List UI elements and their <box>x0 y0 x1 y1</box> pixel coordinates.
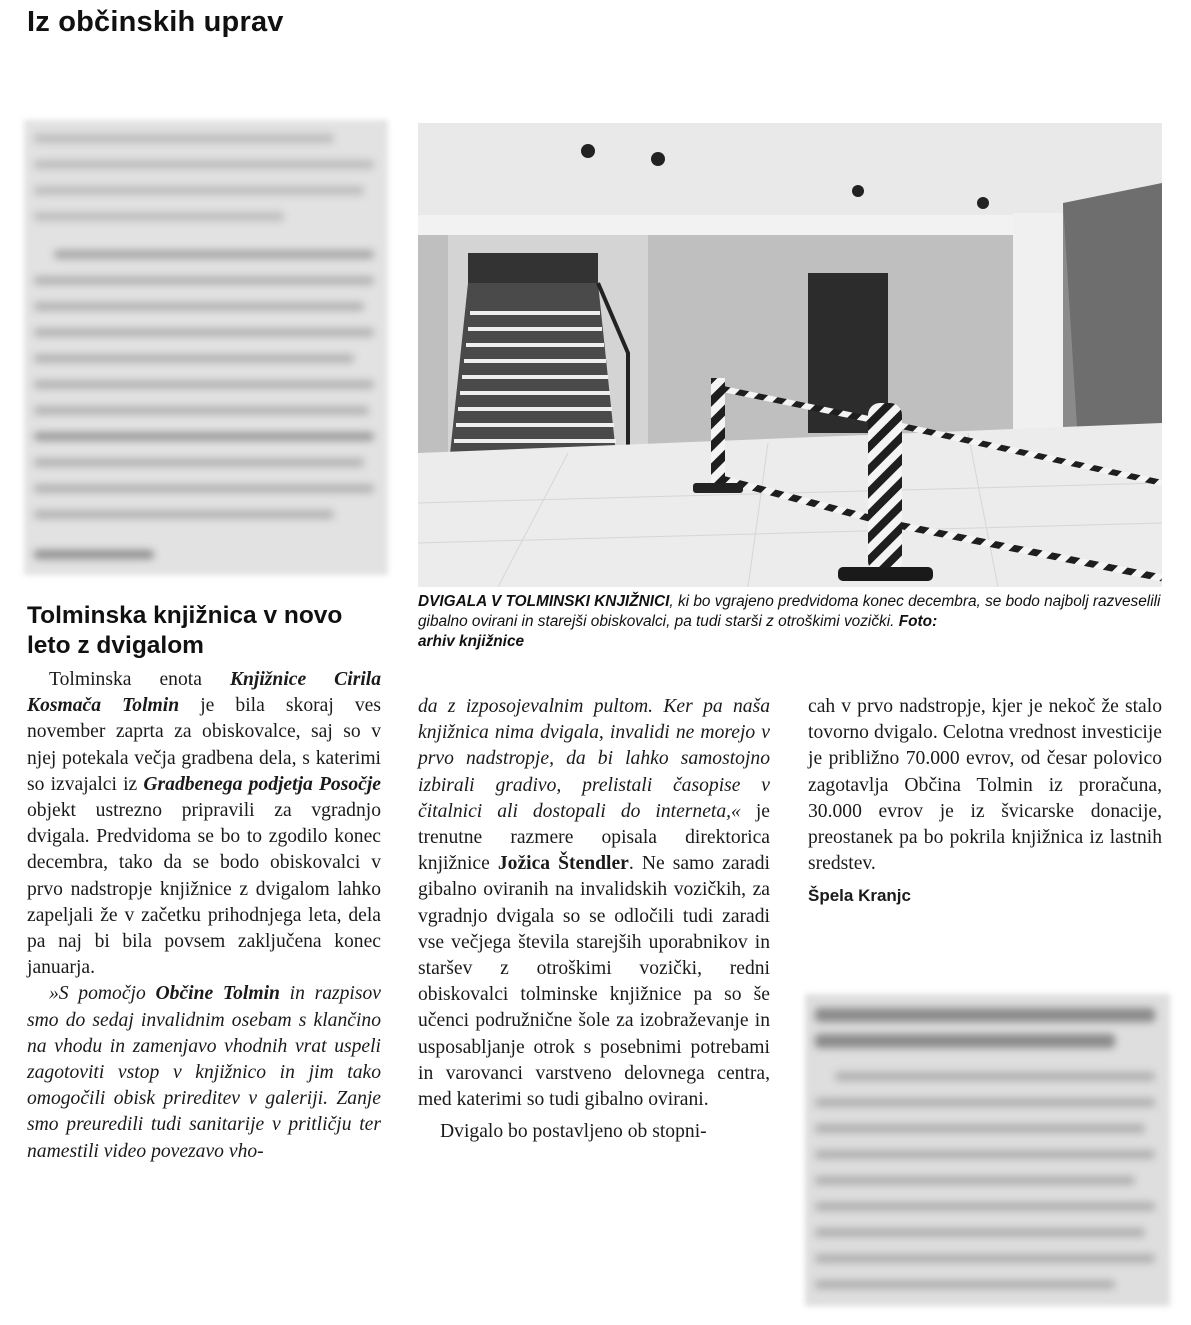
company-name: Gradbenega podjetja Posočje <box>143 773 381 795</box>
municipality-name: Občine Tolmin <box>155 983 280 1005</box>
text-run: . Ne samo zaradi gibalno oviranih na invalidskih vozičkih, za vgradnjo dvigala so se odločili tudi zaradi vse večjega števila starejših uporabnikov in staršev z otroškimi vozički, redni obiskovalci tolminske knjižnice pa so še učenci podružnične šole za izobraževanje in usposabljanje otrok s posebnimi potrebami in varovanci varstveno delovnega centra, med katerimi so tudi gibalno ovirani. <box>418 853 770 1111</box>
text-run: je trenutne razmere opisala direktorica knjižnice <box>418 800 770 875</box>
article-paragraph <box>808 694 1162 877</box>
article-headline: Tolminska knjižnica v novo leto z dvigalom <box>27 602 343 659</box>
caption-credit-label: Foto: <box>898 613 938 630</box>
section-title: Iz občinskih uprav <box>27 6 284 38</box>
text-run: »S pomočjo <box>49 983 156 1005</box>
photo-caption <box>418 592 1168 652</box>
director-name: Jožica Štendler <box>497 853 629 875</box>
article-paragraph <box>418 694 770 1113</box>
text-run: je bila skoraj ves november zaprta za obiskovalce, saj so v njej potekala večja gradbena dela, s katerimi so izvajalci iz <box>27 695 381 795</box>
caption-lead: DVIGALA V TOLMINSKI KNJIŽNICI <box>418 593 670 610</box>
text-run: Tolminska enota <box>49 669 230 690</box>
library-name: Knjižnice Cirila Kosmača Tolmin <box>27 669 382 717</box>
article-column-1 <box>27 667 381 1307</box>
article-column-3 <box>808 694 1162 974</box>
text-run: objekt ustrezno pripravili za vgradnjo dvigala. Predvidoma se bo to zgodilo konec decembra, tako da se bodo obiskovalci v prvo nadstropje knjižnice z dvigalom lahko zapeljali že v začetku prihodnjega leta, dela pa naj bi bila povsem zaključena konec januarja. <box>27 800 381 979</box>
text-run: cah v prvo nadstropje, kjer je nekoč že stalo tovorno dvigalo. Celotna vrednost investicije je približno 70.000 evrov, od česar polovico zagotavlja Občina Tolmin iz proračuna, 30.000 evrov je iz švicarske donacije, preostanek pa bo pokrila knjižnica iz lastnih sredstev. <box>808 696 1162 875</box>
article-author: Špela Kranjc <box>808 886 911 906</box>
text-run: in razpisov smo do sedaj invalidnim osebam s klančino na vhodu in zamenjavo vhodnih vrat uspeli zagotoviti vstop v knjižnico in jim tako omogočili obisk prireditev v galeriji. Zanje smo preuredili tudi sanitarije v pritličju ter namestili video povezavo vho- <box>27 983 381 1162</box>
article-paragraph <box>418 1119 770 1145</box>
article-column-2 <box>418 694 770 1314</box>
blurred-article-bottom-right <box>805 994 1170 1306</box>
article-paragraph <box>27 981 381 1164</box>
text-run: Dvigalo bo postavljeno ob stopni- <box>440 1121 707 1143</box>
caption-text: , ki bo vgrajeno predvidoma konec decembra, se bodo najbolj razveselili gibalno ovirani in starejši obiskovalci, pa tudi starši z otroškimi vozički. <box>418 593 1161 630</box>
caption-credit: arhiv knjižnice <box>418 633 525 650</box>
blurred-article-top-left <box>24 120 388 575</box>
quote-continuation: da z izposojevalnim pultom. Ker pa naša knjižnica nima dvigala, invalidi ne morejo v prvo nadstropje, da bi lahko samostojno izbirali gradivo, prelistali časopise v čitalnici ali dostopali do interneta,« <box>418 696 770 822</box>
library-photo <box>418 123 1162 587</box>
article-paragraph <box>27 667 381 981</box>
